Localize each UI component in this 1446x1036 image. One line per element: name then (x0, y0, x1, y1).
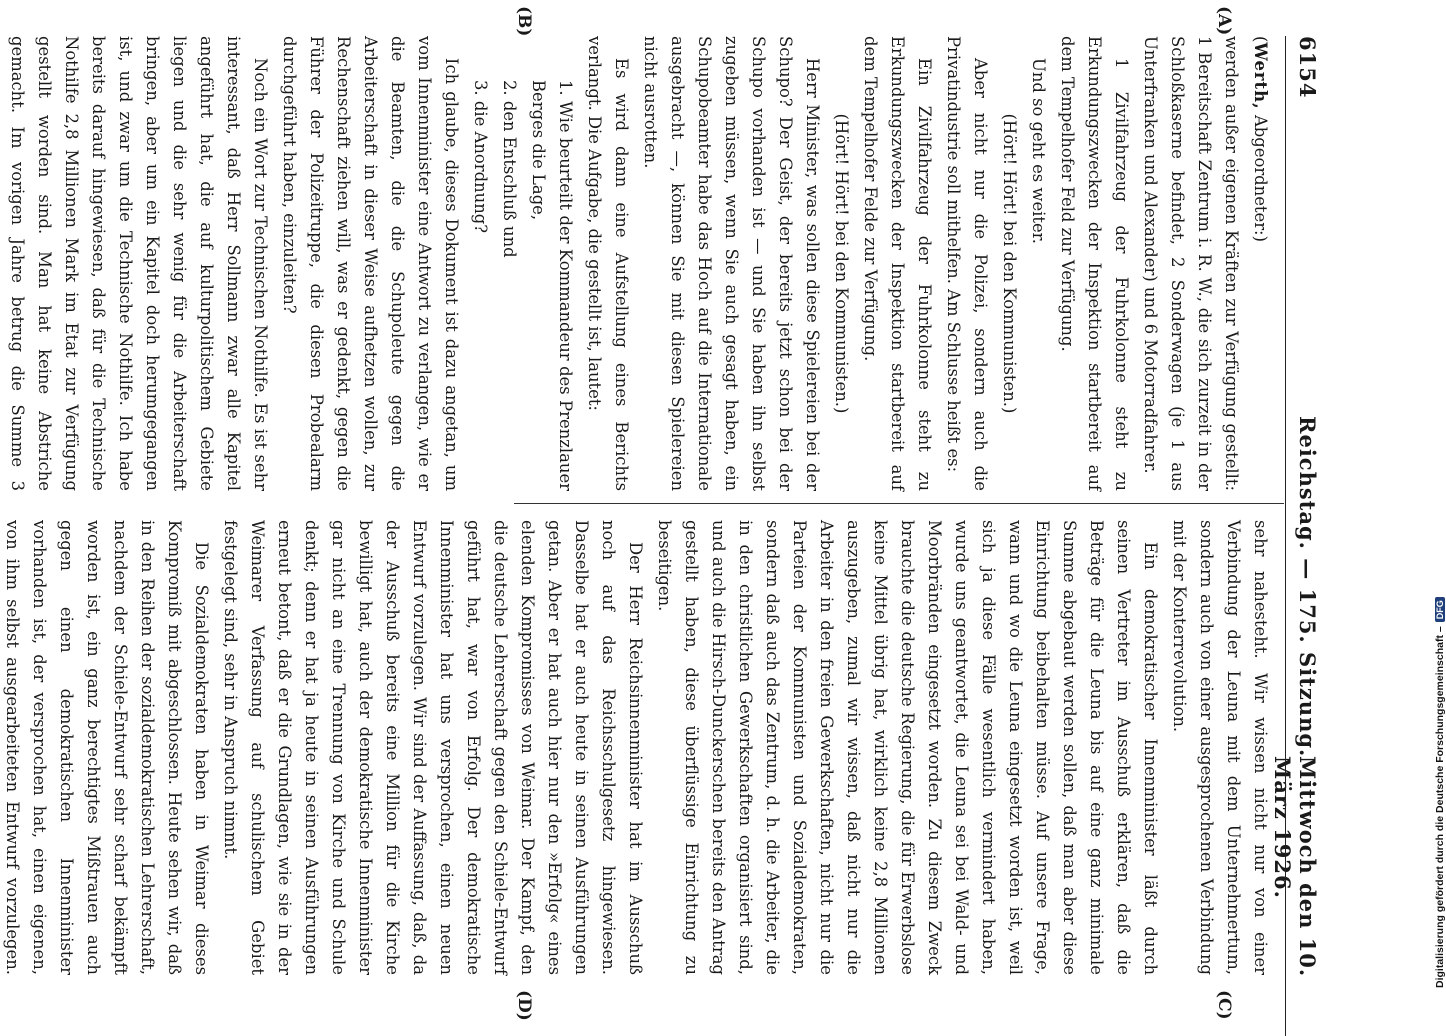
list-item: 2. den Entschluß und (500, 80, 519, 258)
right-text-column (3, 520, 1274, 975)
page-header (1270, 36, 1322, 1036)
interjection: (Hört! Hört! bei den Kommunisten.) (832, 113, 851, 414)
quoted-paragraph: 1 Zivilfahrzeug der Fuhrkolonne steht zu Erkundungszwecken der Inspektion startbereit auf dem Tempelhofer Feld zur Verfügung. (1058, 36, 1131, 491)
dfg-logo-icon: DFG (1435, 597, 1445, 622)
speaker-line: (Werth, Abgeordneter:) (1251, 36, 1270, 242)
paragraph: sehr nahesteht. Wir wissen nicht nur von einer Verbindung der Leuna mit dem Unternehmertum, sondern auch von einer ausgesprochenen Verbindung mit der Konterrevolution. (1170, 520, 1270, 975)
paragraph: Der Herr Reichsinnenminister hat im Ausschuß noch auf das Reichsschulgesetz hingewiesen. Dasselbe hat er auch heute in seinen Ausführungen getan. Aber er hat auch hier nur den »Erfolg« eines elenden Kompromisses von Weimar. Der Kampf, den die deutsche Lehrerschaft gegen den Schiele-Entwurf geführt hat, war von Erfolg. Der demokratische Innenminister hat uns versprochen, einen neuen Entwurf vorzulegen. Wir sind der Auffassung, daß, da der Ausschuß bereits eine Million für die Kirche bewilligt hat, auch der demokratische Innenminister gar nicht an eine Trennung von Kirche und Schule denkt; denn er hat ja heute in seinen Ausführungen erneut betont, daß er die Grundlagen, wie sie in der Weimarer Verfassung auf schulischem Gebiet festgelegt sind, sehr in Anspruch nimmt. (221, 520, 645, 975)
header-rule (1285, 36, 1286, 1036)
digitization-credit (1434, 597, 1446, 988)
paragraph: Und so geht es weiter. (1029, 58, 1048, 244)
paragraph: Es wird dann eine Aufstellung eines Berichts verlangt. Die Aufgabe, die gestellt ist, lautet: (585, 36, 631, 491)
credit-text: Digitalisierung gefördert durch die Deutsche Forschungsgemeinschaft – (1434, 626, 1446, 988)
running-title: Reichstag. — 175. Sitzung. (1295, 416, 1320, 758)
interjection: (Hört! Hört! bei den Kommunisten.) (1000, 113, 1019, 414)
paragraph: Aber nicht nur die Polizei, sondern auch die Privatindustrie soll mithelfen. Am Schlusse heißt es: (944, 36, 990, 491)
session-date: Mittwoch den 10. März 1926. (1270, 756, 1320, 978)
quoted-paragraph: Ein Zivilfahrzeug der Fuhrkolonne steht zu Erkundungszwecken der Inspektion startbereit auf dem Tempelhofer Felde zur Verfügung. (861, 36, 934, 491)
paragraph: Ein demokratischer Innenminister läßt durch seinen Vertreter im Ausschuß erklären, daß die Beträge für die Leuna bis auf eine ganz minimale Summe abgebaut werden sollen, daß man aber diese Einrichtung beibehalten müsse. Auf unsere Frage, wann und wo die Leuna eingesetzt worden ist, weil sich ja diese Fälle wesentlich vermindert haben, wurde uns geantwortet, die Leuna sei bei Wald- und Moorbränden eingesetzt worden. Zu diesem Zweck brauchte die deutsche Regierung, die für Erwerbslose keine Mittel übrig hat, wirklich keine 2,8 Millionen auszugeben, zumal wir wissen, daß nicht nur die Arbeiter in den freien Gewerkschaften, nicht nur die Parteien der Kommunisten und Sozialdemokraten, sondern daß auch das Zentrum, d. h. die Arbeiter, die in den christlichen Gewerkschaften organisiert sind, und auch die Hirsch-Dunckerschen bereits den Antrag gestellt haben, diese überflüssige Einrichtung zu beseitigen. (655, 520, 1160, 975)
column-divider (514, 503, 1284, 504)
margin-mark-d: (D) (514, 990, 534, 1021)
margin-mark-b: (B) (514, 6, 534, 37)
paragraph: Die Sozialdemokraten haben in Weimar dieses Kompromiß mit abgeschlossen. Heute sehen wir, daß in den Reihen der sozialdemokratischen Lehrerschaft, nachdem der Schiele-Entwurf sehr scharf bekämpft worden ist, ein ganz berechtigtes Mißtrauen auch gegen einen demokratischen Innenminister vorhanden ist, der versprochen hat, einen eigenen, von ihm selbst ausgearbeiteten Entwurf vorzulegen. (3, 520, 211, 975)
list-item: 3. die Anordnung? (471, 80, 490, 234)
margin-mark-a: (A) (1214, 6, 1234, 36)
margin-mark-c: (C) (1214, 990, 1234, 1020)
page-number: 6154 (1295, 36, 1320, 99)
paragraph: Noch ein Wort zur Technischen Nothilfe. Es ist sehr interessant, daß Herr Sollmann zwar alle Kapitel angeführt hat, die auf kulturpolitischem Gebiete liegen und die sehr wenig für die Arbeiterschaft bringen, aber um ein Kapitel doch herumgegangen ist, und zwar um die Technische Nothilfe. Ich habe bereits darauf hingewiesen, daß für die Technische Nothilfe 2,8 Millionen Mark im Etat zur Verfügung gestellt worden sind. Man hat keine Abstriche gemacht. Im vorigen Jahre betrug die Summe 3 (8, 36, 270, 491)
paragraph: werden außer eigenen Kräften zur Verfügung gestellt: 1 Bereitschaft Zentrum i. R. W., die sich zurzeit in der Schloßkaserne befindet, 2 Sonderwagen (je 1 aus Unterfranken und Alexander) und 6 Motorradfahrer. (1141, 36, 1241, 491)
paragraph: Herr Minister, was sollen diese Spielereien bei der Schupo? Der Geist, der bereits jetzt schon bei der Schupo vorhanden ist — und Sie haben ihn selbst zugeben müssen, wenn Sie auch gesagt haben, ein Schupobeamter habe das Hoch auf die Internationale ausgebracht —, können Sie mit diesen Spielereien nicht ausrotten. (641, 36, 822, 491)
speaker-role: Abgeordneter:) (1251, 114, 1270, 242)
list-item: 1. Wie beurteilt der Kommandeur des Prenzlauer Berges die Lage, (529, 80, 575, 491)
left-text-column (8, 36, 1274, 491)
paragraph: Ich glaube, dieses Dokument ist dazu angetan, um vom Innenminister eine Antwort zu verlangen, wie er die Beamten, die die Schupoleute gegen die Arbeiterschaft in dieser Weise aufhetzen wollen, zur Rechenschaft ziehen will, was er gedenkt, gegen die Führer der Polizeitruppe, die diesen Probealarm durchgeführt haben, einzuleiten? (280, 36, 461, 491)
speaker-name: Werth, (1251, 42, 1270, 110)
